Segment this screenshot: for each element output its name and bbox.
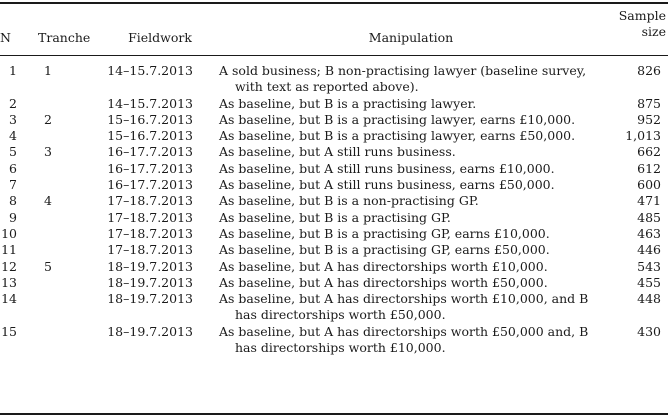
cell-manipulation [203,63,599,96]
header-fieldwork: Fieldwork [128,30,192,45]
manipulation-text: As baseline, but A has directorships worth £10,000, and B has directorships worth £50,000. [219,291,589,323]
cell-tranche [17,96,73,112]
cell-tranche [17,210,73,226]
table-row [0,324,671,357]
table-row [0,291,671,324]
table-row [0,144,671,160]
cell-manipulation [203,128,599,144]
cell-fieldwork: 17–18.7.2013 [107,225,193,241]
cell-tranche: 3 [44,144,52,160]
table-row [0,63,671,96]
manipulation-text: As baseline, but A still runs business. [219,144,456,160]
cell-n: 3 [9,111,17,127]
cell-manipulation [203,161,599,177]
cell-n: 5 [9,144,17,160]
cell-tranche [17,177,73,193]
cell-sample-size: 543 [637,258,661,274]
cell-fieldwork: 16–17.7.2013 [107,144,193,160]
manipulation-text: As baseline, but B is a non-practising GP. [219,193,479,209]
cell-manipulation [203,112,599,128]
cell-fieldwork: 18–19.7.2013 [107,323,193,339]
cell-manipulation [203,324,599,357]
cell-n: 7 [9,177,17,193]
cell-sample-size: 875 [637,95,661,111]
bottom-rule [0,413,668,415]
cell-manipulation [203,226,599,242]
cell-manipulation [203,275,599,291]
cell-fieldwork: 17–18.7.2013 [107,193,193,209]
header-n: N [0,30,11,45]
cell-n: 15 [1,323,17,339]
header-sample-size [612,8,666,40]
cell-n: 8 [9,193,17,209]
cell-sample-size: 463 [637,225,661,241]
cell-tranche: 1 [44,63,52,78]
cell-tranche [17,226,73,242]
table-row [0,112,671,128]
cell-tranche [17,324,73,357]
cell-manipulation [203,259,599,275]
cell-fieldwork: 18–19.7.2013 [107,274,193,290]
cell-manipulation [203,193,599,209]
cell-fieldwork: 18–19.7.2013 [107,258,193,274]
header-tranche: Tranche [38,30,91,45]
cell-fieldwork: 17–18.7.2013 [107,209,193,225]
cell-manipulation [203,242,599,258]
cell-sample-size: 455 [637,274,661,290]
manipulation-text: As baseline, but B is a practising lawyer. [219,95,477,111]
cell-fieldwork: 17–18.7.2013 [107,242,193,258]
manipulation-text: As baseline, but A has directorships worth £50,000. [219,274,548,290]
manipulation-text: As baseline, but A has directorships worth £10,000. [219,258,548,274]
cell-manipulation [203,96,599,112]
cell-sample-size: 430 [637,323,661,339]
cell-fieldwork: 15–16.7.2013 [107,128,193,144]
top-rule [0,2,668,4]
header-sample-size-line2: size [641,24,666,39]
table-row [0,242,671,258]
cell-fieldwork: 16–17.7.2013 [107,160,193,176]
cell-manipulation [203,177,599,193]
cell-fieldwork: 14–15.7.2013 [107,63,193,78]
cell-sample-size: 485 [637,209,661,225]
cell-sample-size: 446 [637,242,661,258]
cell-sample-size: 448 [637,291,661,307]
header-manipulation: Manipulation [368,30,454,45]
cell-tranche [17,161,73,177]
manipulation-text: As baseline, but A has directorships worth £50,000 and, B has directorships worth £10,000. [219,323,589,356]
cell-sample-size: 1,013 [625,128,661,144]
cell-fieldwork: 18–19.7.2013 [107,291,193,307]
cell-sample-size: 600 [637,177,661,193]
cell-tranche: 2 [44,111,52,127]
cell-n: 11 [1,242,17,258]
cell-manipulation [203,144,599,160]
cell-manipulation [203,291,599,324]
table-row [0,275,671,291]
manipulation-text: As baseline, but B is a practising lawyer, earns £50,000. [219,128,576,144]
cell-tranche [17,275,73,291]
cell-n: 1 [9,63,17,78]
manipulation-text: As baseline, but B is a practising GP, earns £10,000. [219,225,550,241]
table-row [0,177,671,193]
manipulation-text: A sold business; B non-practising lawyer (baseline survey, with text as reported above). [219,63,587,95]
table-row [0,210,671,226]
cell-sample-size: 471 [637,193,661,209]
cell-fieldwork: 16–17.7.2013 [107,177,193,193]
table-row [0,161,671,177]
manipulation-text: As baseline, but A still runs business, earns £10,000. [219,160,555,176]
cell-n: 12 [1,258,17,274]
cell-sample-size: 826 [637,63,661,78]
cell-n: 2 [9,95,17,111]
manipulation-text: As baseline, but B is a practising GP, earns £50,000. [219,242,550,258]
cell-n: 13 [1,274,17,290]
cell-sample-size: 952 [637,111,661,127]
table-row [0,193,671,209]
cell-fieldwork: 14–15.7.2013 [107,95,193,111]
cell-n: 14 [1,291,17,307]
manipulation-text: As baseline, but A still runs business, earns £50,000. [219,177,555,193]
cell-n: 6 [9,160,17,176]
manipulation-text: As baseline, but B is a practising lawyer, earns £10,000. [219,111,576,127]
manipulation-text: As baseline, but B is a practising GP. [219,209,451,225]
cell-fieldwork: 15–16.7.2013 [107,111,193,127]
table-row [0,226,671,242]
cell-tranche [17,291,73,324]
table-body [0,63,671,356]
header-sample-size-line1: Sample [618,8,666,23]
cell-sample-size: 662 [637,144,661,160]
cell-n: 9 [9,209,17,225]
cell-manipulation [203,210,599,226]
table-row [0,128,671,144]
cell-tranche [17,128,73,144]
header-rule [0,55,668,56]
cell-n: 10 [1,225,17,241]
cell-sample-size: 612 [637,160,661,176]
cell-n: 4 [9,128,17,144]
cell-tranche: 4 [44,193,52,209]
cell-tranche: 5 [44,258,52,274]
table-row [0,96,671,112]
cell-tranche [17,242,73,258]
table-row [0,259,671,275]
